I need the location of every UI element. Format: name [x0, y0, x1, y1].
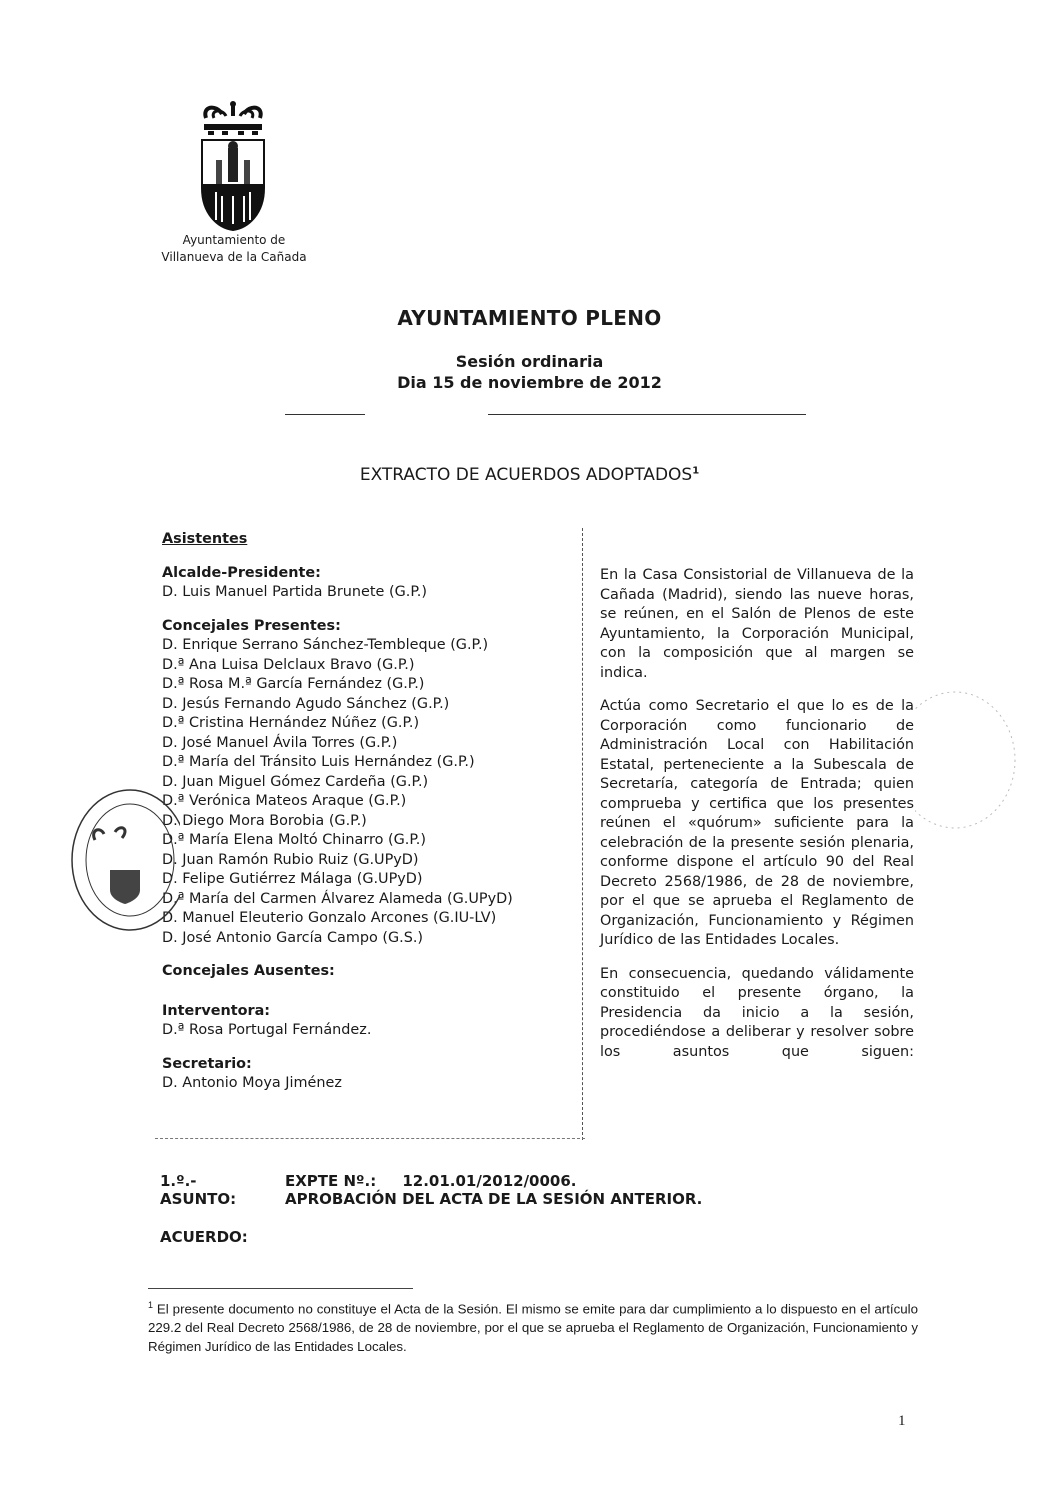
- present-item: D. Diego Mora Borobia (G.P.): [162, 812, 367, 829]
- attendees-list: [162, 530, 572, 1094]
- mayor-name: D. Luis Manuel Partida Brunete (G.P.): [162, 584, 427, 600]
- present-item: D.ª Verónica Mateos Araque (G.P.): [162, 793, 407, 809]
- present-label: Concejales Presentes:: [162, 617, 341, 634]
- municipal-crest-icon: [192, 96, 274, 236]
- body-paragraph: En consecuencia, quedando válidamente constituido el presente órgano, la Presidencia da inicio a la sesión, procediéndose a deliberar y resolver sobre los asuntos que siguen:: [600, 965, 914, 1060]
- acuerdo-label: ACUERDO:: [160, 1228, 248, 1246]
- auditor-name: D.ª Rosa Portugal Fernández.: [162, 1022, 372, 1038]
- org-name-line2: Villanueva de la Cañada: [161, 250, 307, 264]
- extract-heading: [0, 465, 1059, 485]
- present-item: D.ª Rosa M.ª García Fernández (G.P.): [162, 676, 425, 692]
- footnote-ref: 1: [692, 465, 700, 477]
- session-type: Sesión ordinaria: [455, 352, 604, 371]
- present-item: D. Manuel Eleuterio Gonzalo Arcones (G.IU-LV): [162, 910, 497, 926]
- secretary-name: D. Antonio Moya Jiménez: [162, 1075, 342, 1091]
- absent-label: Concejales Ausentes:: [162, 963, 335, 979]
- present-item: D. Juan Miguel Gómez Cardeña (G.P.): [162, 773, 429, 790]
- footnote-number: 1: [148, 1300, 154, 1310]
- agenda-expte: EXPTE Nº.: 12.01.01/2012/0006.: [285, 1172, 577, 1190]
- present-item: D. Jesús Fernando Agudo Sánchez (G.P.): [162, 695, 450, 712]
- faint-stamp-icon: [915, 690, 1030, 840]
- present-item: D. José Manuel Ávila Torres (G.P.): [162, 734, 398, 751]
- present-item: D. Enrique Serrano Sánchez-Tembleque (G.P.): [162, 637, 489, 653]
- page-number: 1: [898, 1413, 906, 1429]
- present-item: D.ª Ana Luisa Delclaux Bravo (G.P.): [162, 656, 415, 673]
- session-date: Dia 15 de noviembre de 2012: [397, 373, 662, 392]
- official-stamp-icon: [60, 780, 180, 940]
- extract-heading-text: EXTRACTO DE ACUERDOS ADOPTADOS: [359, 465, 693, 485]
- footnote-rule: [148, 1288, 413, 1289]
- footnote: [148, 1296, 918, 1356]
- present-item: D. Felipe Gutiérrez Málaga (G.UPyD): [162, 871, 423, 887]
- attendees-heading: Asistentes: [162, 531, 248, 547]
- present-item: D.ª María del Carmen Álvarez Alameda (G.UPyD): [162, 890, 513, 907]
- block-divider: [155, 1138, 585, 1139]
- present-item: D. Juan Ramón Rubio Ruiz (G.UPyD): [162, 851, 419, 868]
- document-title: AYUNTAMIENTO PLENO: [397, 306, 662, 330]
- agenda-number: 1.º.-: [160, 1172, 197, 1190]
- body-paragraph: Actúa como Secretario el que lo es de la Corporación como funcionario de Administración Local con Habilitación Estatal, perteneciente a la Subescala de Secretaría, categoría de Entrada; quien comprueba y certifica que los presentes reúnen el «quórum» suficiente para la celebración de la presente sesión plenaria, conforme dispone el artículo 90 del Real Decreto 2568/1986, de 28 de noviembre, por el que se aprueba el Reglamento de Organización, Funcionamiento y Régimen Jurídico de las Entidades Locales.: [600, 698, 914, 948]
- agenda-asunto: APROBACIÓN DEL ACTA DE LA SESIÓN ANTERIOR.: [285, 1190, 703, 1208]
- secretary-label: Secretario:: [162, 1055, 252, 1072]
- mayor-label: Alcalde-Presidente:: [162, 564, 321, 581]
- footnote-text: El presente documento no constituye el Acta de la Sesión. El mismo se emite para dar cumplimiento a lo dispuesto en el artículo 229.2 del Real Decreto 2568/1986, de 28 de noviembre, por el que se aprueba el Reglamento de Organización, Funcionamiento y Régimen Jurídico de las Entidades Locales.: [148, 1301, 918, 1355]
- present-item: D. José Antonio García Campo (G.S.): [162, 929, 424, 946]
- session-body: [600, 566, 914, 1076]
- agenda-asunto-label: ASUNTO:: [160, 1190, 237, 1208]
- body-paragraph: En la Casa Consistorial de Villanueva de la Cañada (Madrid), siendo las nueve horas, se reúnen, en el Salón de Plenos de este Ayuntamiento, la Corporación Municipal, con la composición que al margen se indica.: [600, 567, 914, 681]
- column-divider: [582, 528, 583, 1140]
- separator-left: [285, 414, 365, 415]
- separator-right: [488, 414, 806, 415]
- present-item: D.ª Cristina Hernández Núñez (G.P.): [162, 715, 420, 731]
- present-item: D.ª María del Tránsito Luis Hernández (G.P.): [162, 754, 475, 770]
- present-item: D.ª María Elena Moltó Chinarro (G.P.): [162, 832, 426, 848]
- org-name-line1: Ayuntamiento de: [182, 233, 286, 247]
- auditor-label: Interventora:: [162, 1002, 271, 1019]
